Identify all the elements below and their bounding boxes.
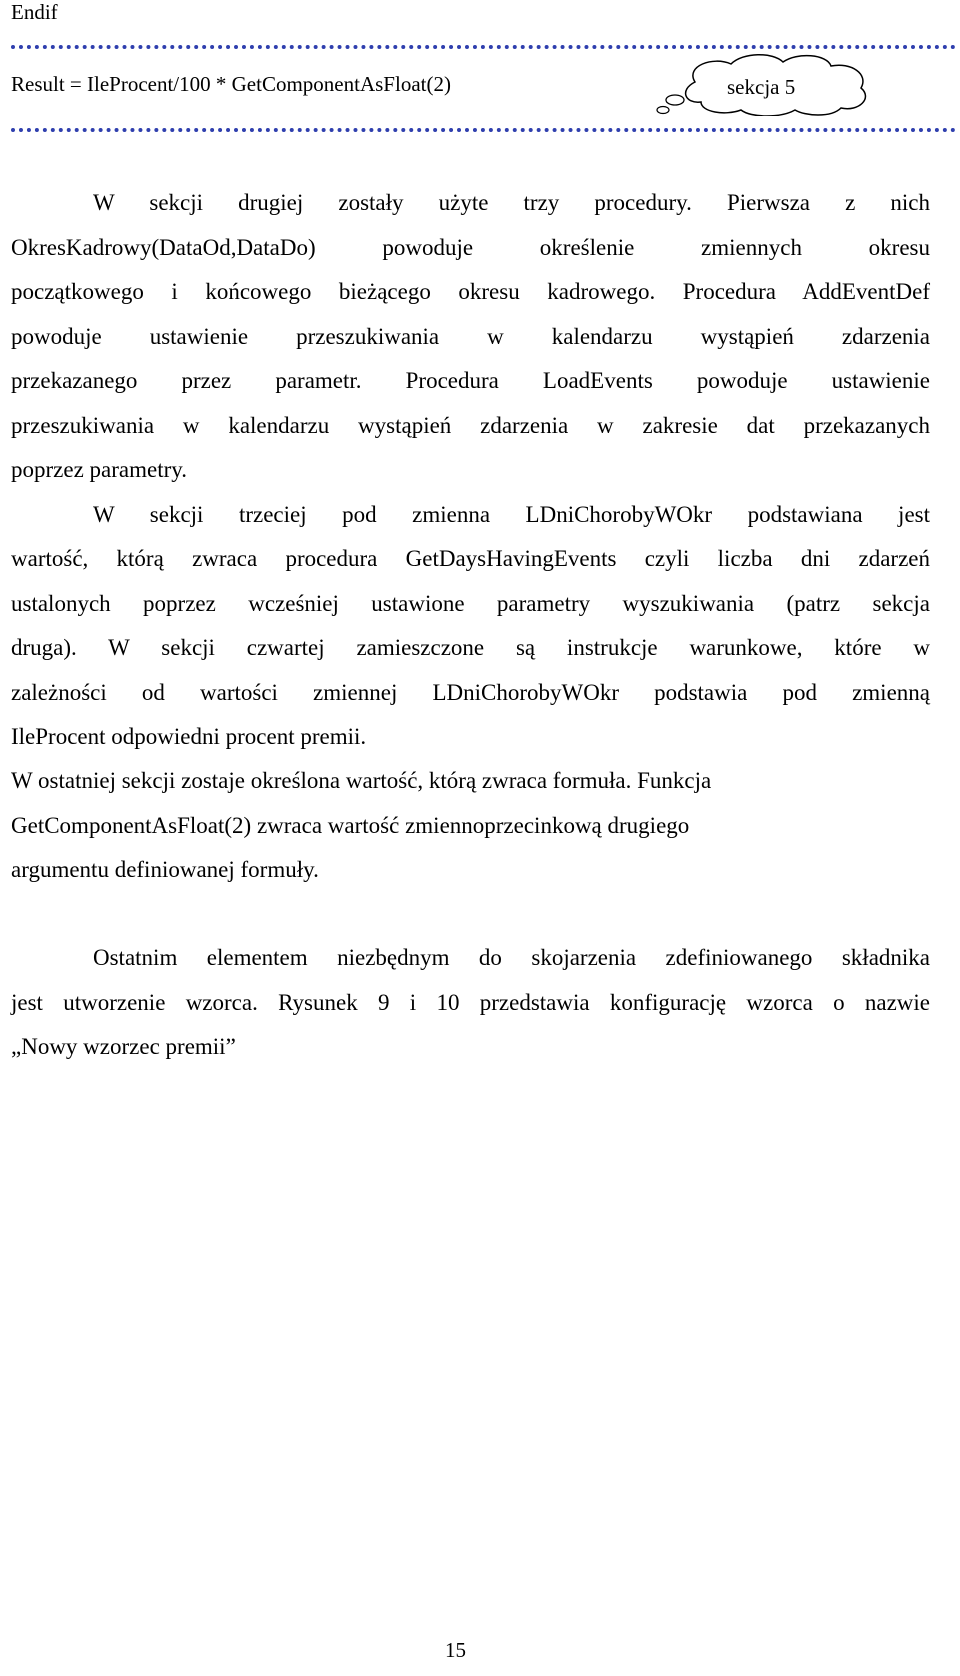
paragraph-1-line-3: początkowego i końcowego bieżącego okresu kadrowego. Procedura AddEventDef bbox=[11, 279, 930, 304]
paragraph-1-line-6: przeszukiwania w kalendarzu wystąpień zdarzenia w zakresie dat przekazanych bbox=[11, 413, 930, 438]
paragraph-3-line-3: argumentu definiowanej formuły. bbox=[11, 857, 319, 882]
paragraph-3-line-2: GetComponentAsFloat(2) zwraca wartość zmiennoprzecinkową drugiego bbox=[11, 813, 690, 838]
paragraph-1-line-1: W sekcji drugiej zostały użyte trzy procedury. Pierwsza z nich bbox=[93, 190, 930, 215]
paragraph-1-line-2: OkresKadrowy(DataOd,DataDo) powoduje określenie zmiennych okresu bbox=[11, 235, 930, 260]
section-divider-top bbox=[11, 45, 956, 49]
code-line-endif: Endif bbox=[11, 0, 58, 24]
paragraph-2-line-3: ustalonych poprzez wcześniej ustawione parametry wyszukiwania (patrz sekcja bbox=[11, 591, 930, 616]
paragraph-1-line-7: poprzez parametry. bbox=[11, 457, 188, 482]
page-number: 15 bbox=[445, 1638, 466, 1662]
paragraph-2-line-1: W sekcji trzeciej pod zmienna LDniChorobyWOkr podstawiana jest bbox=[93, 502, 930, 527]
paragraph-2-line-5: zależności od wartości zmiennej LDniChorobyWOkr podstawia pod zmienną bbox=[11, 680, 930, 705]
paragraph-2-line-4: druga). W sekcji czwartej zamieszczone są instrukcje warunkowe, które w bbox=[11, 635, 930, 660]
section-divider-bottom bbox=[11, 128, 956, 132]
paragraph-2-line-2: wartość, którą zwraca procedura GetDaysHavingEvents czyli liczba dni zdarzeń bbox=[11, 546, 930, 571]
paragraph-4-line-3: „Nowy wzorzec premii” bbox=[11, 1034, 236, 1059]
paragraph-4-line-2: jest utworzenie wzorca. Rysunek 9 i 10 przedstawia konfigurację wzorca o nazwie bbox=[11, 990, 930, 1015]
cloud-callout-label: sekcja 5 bbox=[727, 75, 796, 99]
paragraph-2-line-6: IleProcent odpowiedni procent premii. bbox=[11, 724, 367, 749]
paragraph-4-line-1: Ostatnim elementem niezbędnym do skojarzenia zdefiniowanego składnika bbox=[93, 945, 930, 970]
paragraph-3-line-1: W ostatniej sekcji zostaje określona wartość, którą zwraca formuła. Funkcja bbox=[11, 768, 712, 793]
paragraph-1-line-5: przekazanego przez parametr. Procedura LoadEvents powoduje ustawienie bbox=[11, 368, 930, 393]
paragraph-1-line-4: powoduje ustawienie przeszukiwania w kalendarzu wystąpień zdarzenia bbox=[11, 324, 930, 349]
code-line-result: Result = IleProcent/100 * GetComponentAsFloat(2) bbox=[11, 72, 451, 96]
